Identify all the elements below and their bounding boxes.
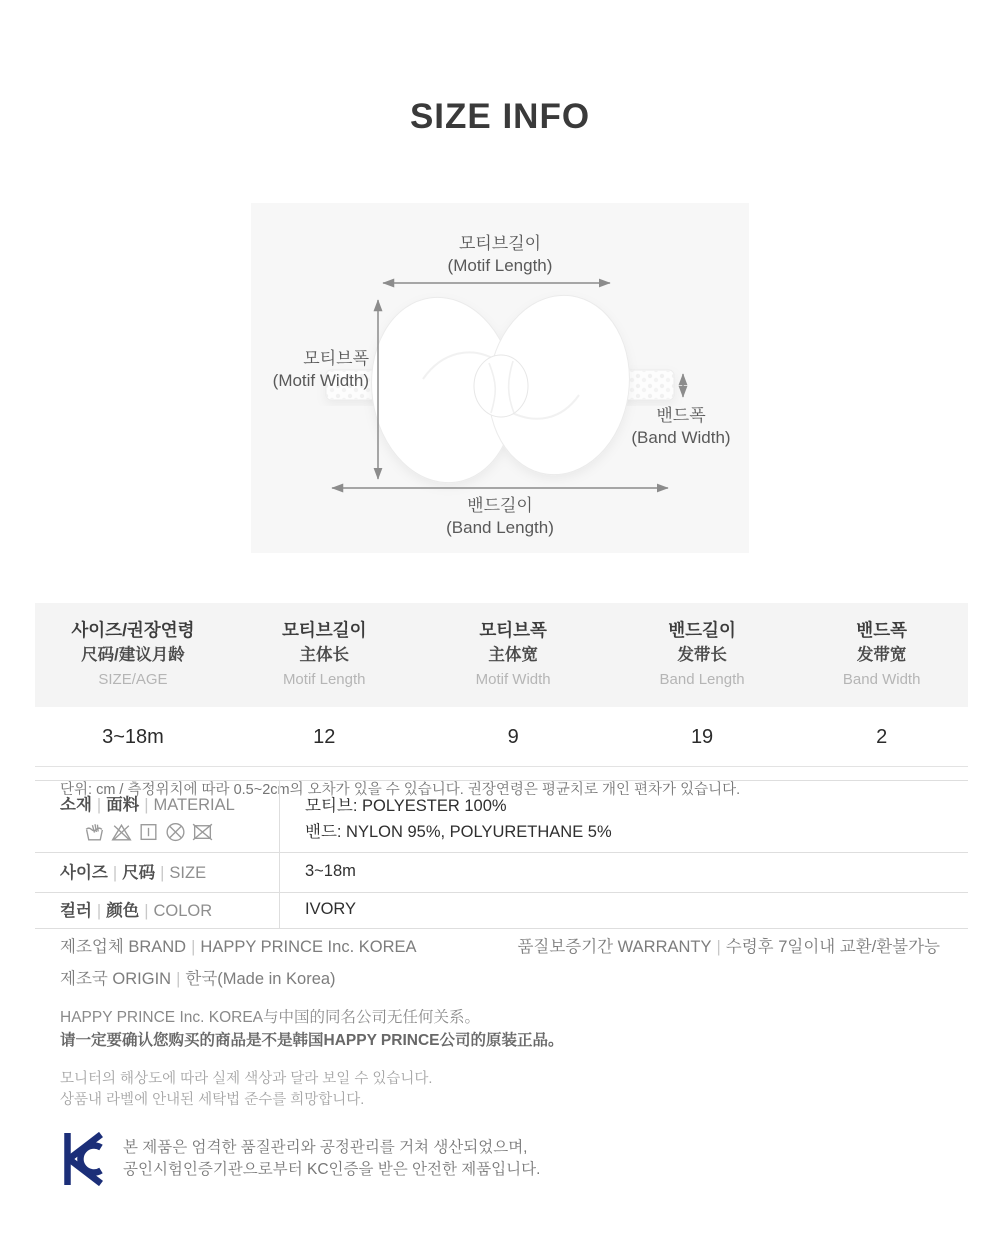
monitor-note bbox=[60, 1069, 940, 1111]
origin-line: 제조국 ORIGIN | 한국(Made in Korea) bbox=[60, 970, 336, 988]
motif-length-label: 모티브길이 (Motif Length) bbox=[447, 234, 553, 275]
origin-value: 한국(Made in Korea) bbox=[185, 970, 336, 988]
no-wring-icon bbox=[164, 820, 187, 843]
product-info-section bbox=[60, 933, 940, 1188]
material-label-cell: 소재 | 面料 | MATERIAL bbox=[35, 781, 280, 852]
china-notice-line-2: 请一定要确认您购买的商品是不是韩国HAPPY PRINCE公司的原装正品。 bbox=[60, 1032, 564, 1049]
material-line-2: 밴드: NYLON 95%, POLYURETHANE 5% bbox=[305, 823, 612, 841]
column-header-motif-width: 모티브폭 主体宽 Motif Width bbox=[475, 620, 551, 688]
china-notice bbox=[60, 1006, 940, 1052]
band-length-label: 밴드길이 (Band Length) bbox=[446, 496, 554, 537]
kc-text bbox=[123, 1137, 540, 1181]
size-table-header bbox=[35, 603, 968, 707]
color-label-en: COLOR bbox=[153, 902, 213, 920]
column-header-band-length: 밴드길이 发带长 Band Length bbox=[659, 620, 745, 688]
brand-label: 제조업체 BRAND bbox=[60, 938, 187, 956]
size-table bbox=[35, 603, 968, 799]
motif-width-label: 모티브폭 (Motif Width) bbox=[272, 349, 369, 390]
monitor-note-line-1: 모니터의 해상도에 따라 실제 색상과 달라 보일 수 있습니다. bbox=[60, 1071, 433, 1087]
handwash-icon bbox=[83, 820, 106, 843]
brand-line: 제조업체 BRAND | HAPPY PRINCE Inc. KOREA bbox=[60, 938, 417, 956]
material-label-ko: 소재 bbox=[60, 796, 92, 814]
kc-certification-logo bbox=[60, 1130, 110, 1188]
details-table bbox=[35, 780, 968, 929]
size-label-cell: 사이즈 | 尺码 | SIZE bbox=[35, 853, 280, 892]
size-diagram bbox=[251, 203, 749, 553]
bow-shape bbox=[360, 286, 641, 492]
size-label-en: SIZE bbox=[169, 864, 207, 882]
brand-value: HAPPY PRINCE Inc. KOREA bbox=[200, 938, 417, 956]
color-label-zh: 颜色 bbox=[106, 902, 140, 920]
warranty-line: 품질보증기간 WARRANTY | 수령후 7일이내 교환/환불가능 bbox=[517, 938, 940, 956]
material-row bbox=[35, 780, 968, 852]
measurement-note: 단위: cm / 측정위치에 따라 0.5~2cm의 오차가 있을 수 있습니다. 권장연령은 평균치로 개인 편차가 있습니다. bbox=[60, 782, 741, 798]
color-label-cell: 컬러 | 颜色 | COLOR bbox=[35, 893, 280, 928]
material-label-zh: 面料 bbox=[106, 796, 140, 814]
warranty-label: 품질보증기간 WARRANTY bbox=[517, 938, 712, 956]
monitor-note-line-2: 상품내 라벨에 안내된 세탁법 준수를 희망합니다. bbox=[60, 1092, 365, 1108]
material-line-1: 모티브: POLYESTER 100% bbox=[305, 797, 507, 815]
size-label-zh: 尺码 bbox=[122, 864, 156, 882]
material-value-cell bbox=[280, 781, 968, 852]
material-label-en: MATERIAL bbox=[153, 796, 235, 814]
column-header-motif-length: 모티브길이 主体长 Motif Length bbox=[281, 620, 367, 688]
china-notice-line-1: HAPPY PRINCE Inc. KOREA与中国的同名公司无任何关系。 bbox=[60, 1009, 480, 1026]
origin-label: 제조국 ORIGIN bbox=[60, 970, 172, 988]
size-value: 3~18m bbox=[305, 862, 356, 880]
value-size-age: 3~18m bbox=[102, 726, 164, 748]
value-band-length: 19 bbox=[690, 726, 714, 748]
size-label-ko: 사이즈 bbox=[60, 864, 108, 882]
size-table-values-row bbox=[35, 707, 968, 766]
care-symbols bbox=[60, 816, 279, 843]
value-band-width: 2 bbox=[876, 726, 888, 748]
color-value: IVORY bbox=[305, 900, 357, 918]
warranty-value: 수령후 7일이내 교환/환불가능 bbox=[725, 938, 940, 956]
size-row bbox=[35, 852, 968, 892]
color-label-ko: 컬러 bbox=[60, 902, 92, 920]
column-header-size-age: 사이즈/권장연령 尺码/建议月龄 SIZE/AGE bbox=[71, 620, 195, 688]
drip-dry-icon bbox=[137, 820, 160, 843]
column-header-band-width: 밴드폭 发带宽 Band Width bbox=[842, 620, 921, 688]
value-motif-width: 9 bbox=[507, 726, 519, 748]
page-title: SIZE INFO bbox=[409, 97, 591, 136]
kc-certification bbox=[60, 1130, 940, 1188]
kc-text-line-1: 본 제품은 엄격한 품질관리와 공정관리를 거쳐 생산되었으며, bbox=[123, 1139, 528, 1156]
kc-text-line-2: 공인시험인증기관으로부터 KC인증을 받은 안전한 제품입니다. bbox=[123, 1161, 541, 1178]
value-motif-length: 12 bbox=[313, 726, 336, 748]
no-tumble-dry-icon bbox=[191, 820, 214, 843]
band-width-label: 밴드폭 (Band Width) bbox=[631, 406, 731, 447]
no-bleach-icon bbox=[110, 820, 133, 843]
color-row bbox=[35, 892, 968, 929]
